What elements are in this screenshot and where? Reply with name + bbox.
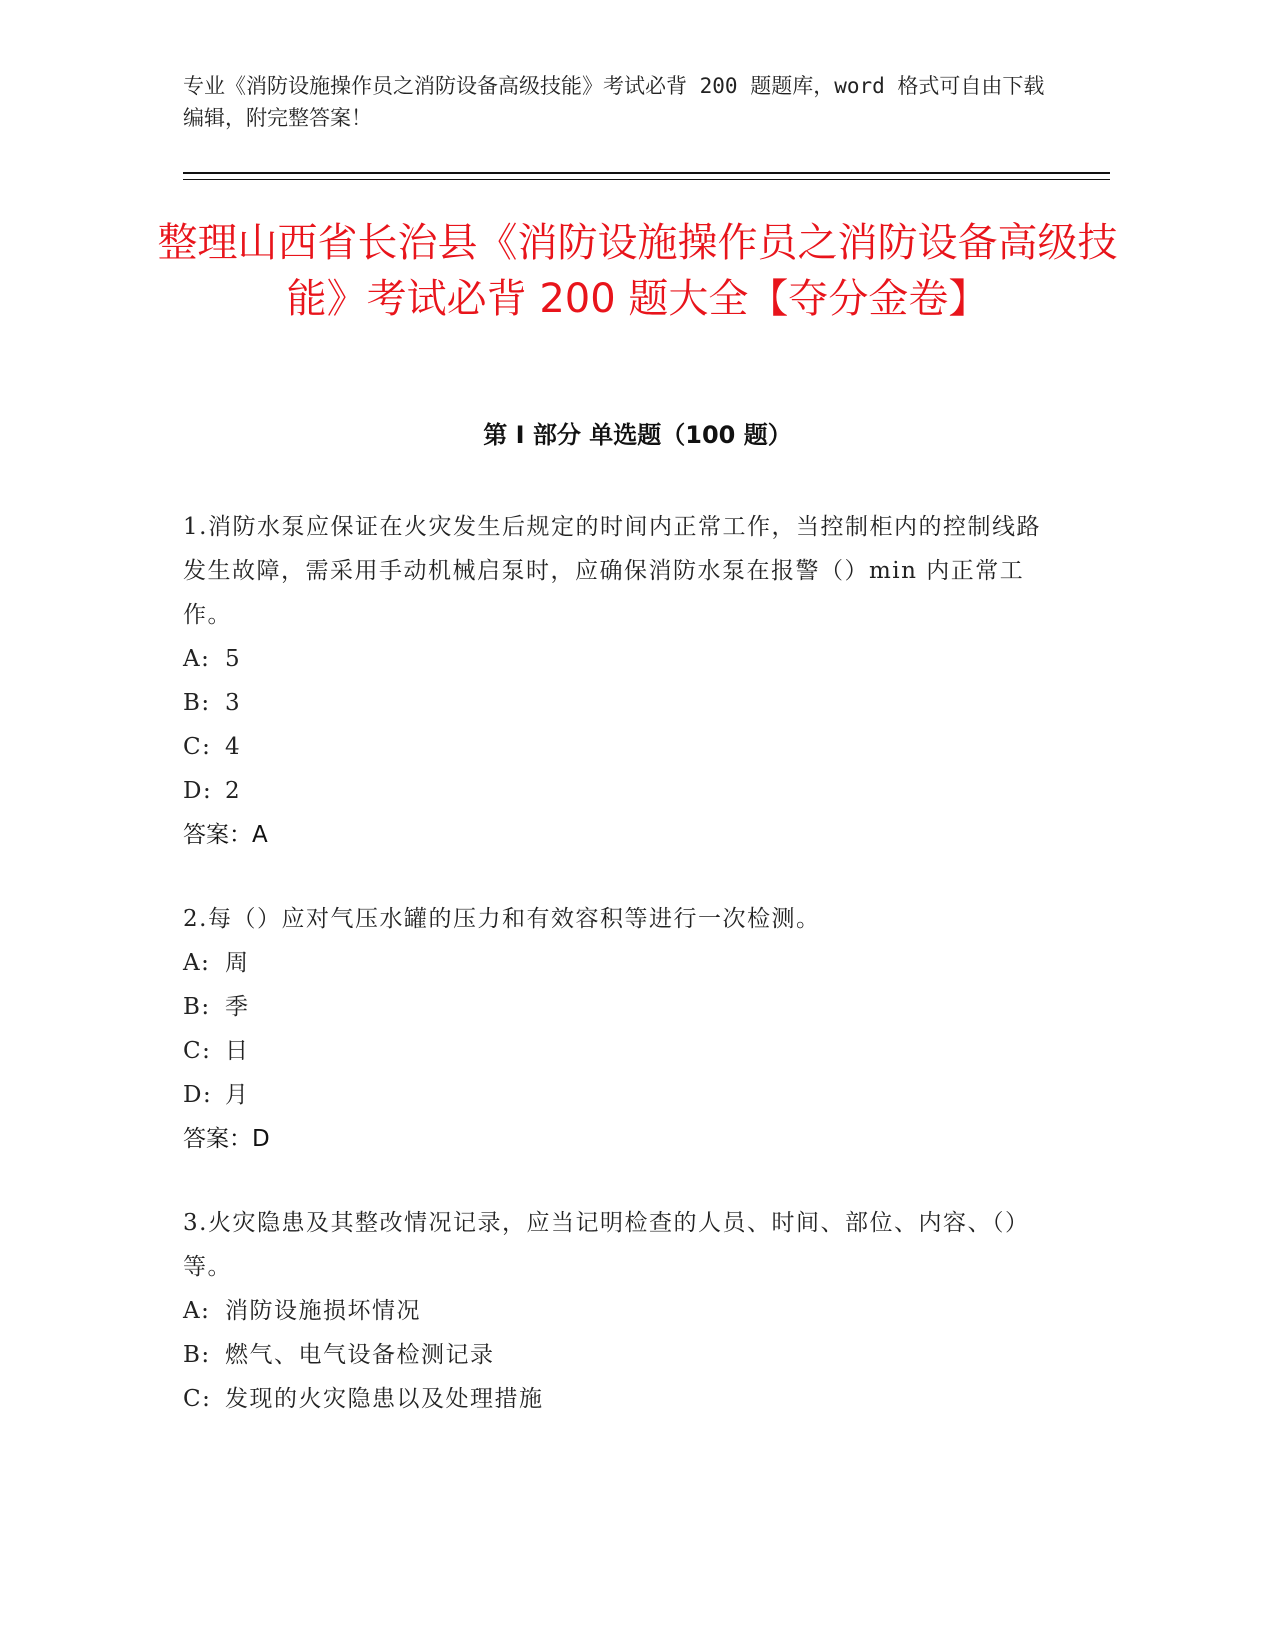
option-a bbox=[183, 941, 1043, 985]
option-d bbox=[183, 1073, 1043, 1117]
option-key: C: bbox=[183, 1038, 212, 1064]
question-stem: 3.火灾隐患及其整改情况记录，应当记明检查的人员、时间、部位、内容、（）等。 bbox=[183, 1210, 1030, 1280]
header-note: 专业《消防设施操作员之消防设备高级技能》考试必背 200 题题库，word 格式可自由下载编辑，附完整答案！ bbox=[183, 74, 1045, 130]
section-heading: 第 I 部分 单选题（100 题） bbox=[483, 421, 792, 449]
option-c bbox=[183, 1377, 1043, 1421]
option-key: A: bbox=[183, 646, 211, 672]
document-title: 整理山西省长治县《消防设施操作员之消防设备高级技能》考试必背 200 题大全【夺分金卷】 bbox=[157, 220, 1118, 322]
header-divider-thin bbox=[183, 179, 1110, 180]
option-c bbox=[183, 725, 1043, 769]
option-text: 消防设施损坏情况 bbox=[225, 1298, 421, 1324]
option-a bbox=[183, 1289, 1043, 1333]
option-a bbox=[183, 637, 1043, 681]
option-text: 日 bbox=[225, 1038, 250, 1064]
option-text: 周 bbox=[225, 950, 250, 976]
option-key: A: bbox=[183, 1298, 211, 1324]
option-key: C: bbox=[183, 734, 212, 760]
option-text: 2 bbox=[225, 778, 242, 804]
question-1 bbox=[183, 505, 1043, 857]
option-text: 4 bbox=[225, 734, 242, 760]
option-d bbox=[183, 769, 1043, 813]
option-key: A: bbox=[183, 950, 211, 976]
question-list bbox=[183, 505, 1043, 1461]
question-3 bbox=[183, 1201, 1043, 1421]
question-stem: 1.消防水泵应保证在火灾发生后规定的时间内正常工作，当控制柜内的控制线路发生故障，需采用手动机械启泵时，应确保消防水泵在报警（）min 内正常工作。 bbox=[183, 514, 1041, 628]
option-text: 燃气、电气设备检测记录 bbox=[225, 1342, 495, 1368]
option-b bbox=[183, 681, 1043, 725]
option-key: D: bbox=[183, 778, 213, 804]
option-key: B: bbox=[183, 690, 211, 716]
header-divider-thick bbox=[183, 172, 1110, 174]
answer-line: 答案：D bbox=[183, 1126, 270, 1152]
question-2 bbox=[183, 897, 1043, 1161]
option-text: 5 bbox=[225, 646, 242, 672]
option-text: 3 bbox=[225, 690, 242, 716]
option-key: D: bbox=[183, 1082, 213, 1108]
option-key: C: bbox=[183, 1386, 212, 1412]
option-text: 月 bbox=[225, 1082, 250, 1108]
option-text: 发现的火灾隐患以及处理措施 bbox=[225, 1386, 544, 1412]
option-text: 季 bbox=[225, 994, 250, 1020]
option-c bbox=[183, 1029, 1043, 1073]
option-b bbox=[183, 1333, 1043, 1377]
question-stem: 2.每（）应对气压水罐的压力和有效容积等进行一次检测。 bbox=[183, 906, 821, 932]
answer-line: 答案：A bbox=[183, 822, 268, 848]
option-b bbox=[183, 985, 1043, 1029]
option-key: B: bbox=[183, 1342, 211, 1368]
option-key: B: bbox=[183, 994, 211, 1020]
